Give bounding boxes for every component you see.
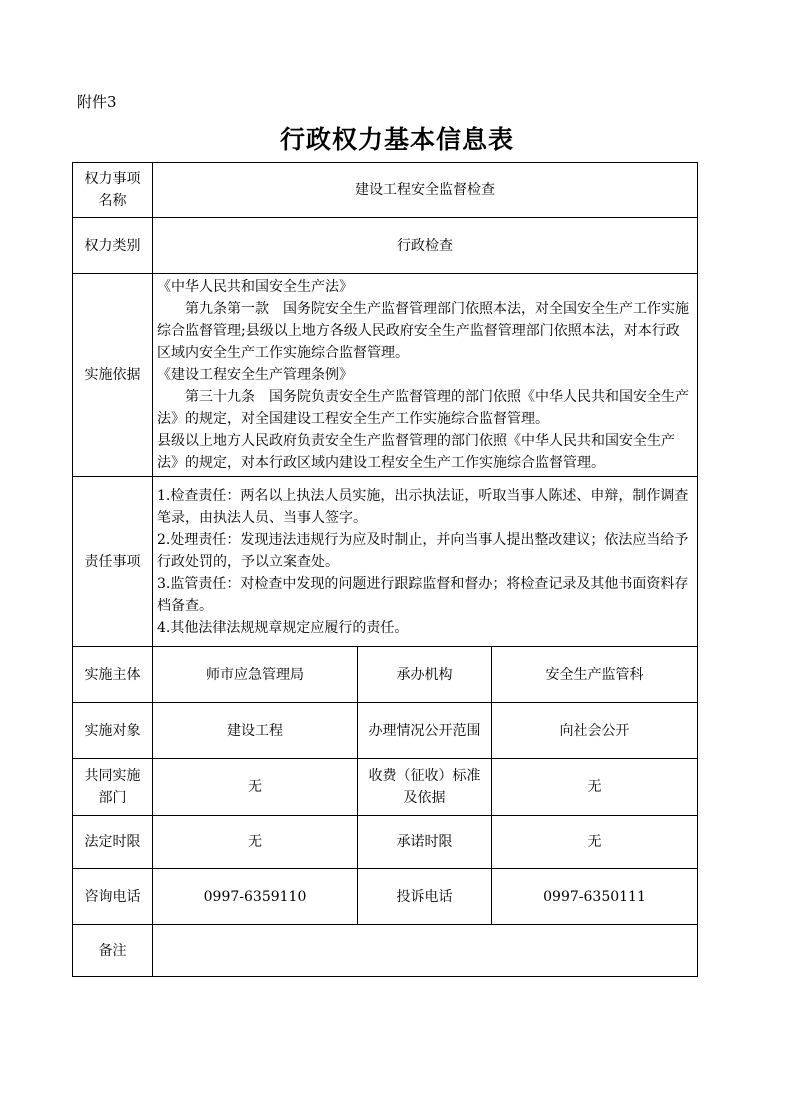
- basis-line: 第三十九条 国务院负责安全生产监督管理的部门依照《中华人民共和国安全生产法》的规定，对全国建设工程安全生产工作实施综合监督管理。: [157, 389, 689, 427]
- value-consult-phone: 0997-6359110: [153, 869, 358, 925]
- label-object: 实施对象: [73, 703, 153, 759]
- duty-line: 2.处理责任：发现违法违规行为应及时制止，并向当事人提出整改建议；依法应当给予行政处罚的，予以立案查处。: [157, 531, 689, 570]
- row-phone: [73, 869, 698, 925]
- row-name: [73, 163, 698, 218]
- row-subject: [73, 647, 698, 703]
- label-handling-unit: 承办机构: [358, 647, 492, 703]
- row-joint: [73, 759, 698, 816]
- value-disclosure-scope: 向社会公开: [492, 703, 698, 759]
- label-note: 备注: [73, 925, 153, 977]
- value-note: [153, 925, 698, 977]
- value-name: 建设工程安全监督检查: [153, 163, 698, 218]
- row-note: [73, 925, 698, 977]
- value-basis: [153, 274, 698, 477]
- row-limit: [73, 816, 698, 869]
- label-basis: 实施依据: [73, 274, 153, 477]
- label-consult-phone: 咨询电话: [73, 869, 153, 925]
- label-legal-limit: 法定时限: [73, 816, 153, 869]
- label-category: 权力类别: [73, 218, 153, 274]
- value-promise-limit: 无: [492, 816, 698, 869]
- row-basis: [73, 274, 698, 477]
- basis-line: 《中华人民共和国安全生产法》: [157, 279, 353, 295]
- label-duty: 责任事项: [73, 477, 153, 647]
- value-duty: [153, 477, 698, 647]
- value-handling-unit: 安全生产监管科: [492, 647, 698, 703]
- label-complaint-phone: 投诉电话: [358, 869, 492, 925]
- duty-line: 4.其他法律法规规章规定应履行的责任。: [157, 619, 409, 636]
- value-object: 建设工程: [153, 703, 358, 759]
- row-duty: [73, 477, 698, 647]
- label-subject: 实施主体: [73, 647, 153, 703]
- value-fee-standard: 无: [492, 759, 698, 816]
- info-table: [72, 162, 698, 977]
- basis-line: 第九条第一款 国务院安全生产监督管理部门依照本法，对全国安全生产工作实施综合监督管理;县级以上地方各级人民政府安全生产监督管理部门依照本法，对本行政区域内安全生产工作实施综合监督管理。: [157, 301, 689, 361]
- page-title: 行政权力基本信息表: [279, 125, 514, 154]
- label-fee-standard: 收费（征收）标准及依据: [358, 759, 492, 816]
- label-disclosure-scope: 办理情况公开范围: [358, 703, 492, 759]
- attachment-label: 附件3: [77, 93, 117, 111]
- value-joint: 无: [153, 759, 358, 816]
- row-object: [73, 703, 698, 759]
- value-legal-limit: 无: [153, 816, 358, 869]
- row-category: [73, 218, 698, 274]
- label-name: 权力事项名称: [73, 163, 153, 218]
- value-subject: 师市应急管理局: [153, 647, 358, 703]
- label-joint: 共同实施部门: [73, 759, 153, 816]
- value-complaint-phone: 0997-6350111: [492, 869, 698, 925]
- duty-line: 3.监管责任：对检查中发现的问题进行跟踪监督和督办；将检查记录及其他书面资料存档备查。: [157, 575, 689, 614]
- basis-line: 县级以上地方人民政府负责安全生产监督管理的部门依照《中华人民共和国安全生产法》的规定，对本行政区域内建设工程安全生产工作实施综合监督管理。: [157, 433, 675, 471]
- label-promise-limit: 承诺时限: [358, 816, 492, 869]
- duty-line: 1.检查责任：两名以上执法人员实施，出示执法证，听取当事人陈述、申辩，制作调查笔录，由执法人员、当事人签字。: [157, 487, 689, 526]
- basis-line: 《建设工程安全生产管理条例》: [157, 367, 353, 383]
- value-category: 行政检查: [153, 218, 698, 274]
